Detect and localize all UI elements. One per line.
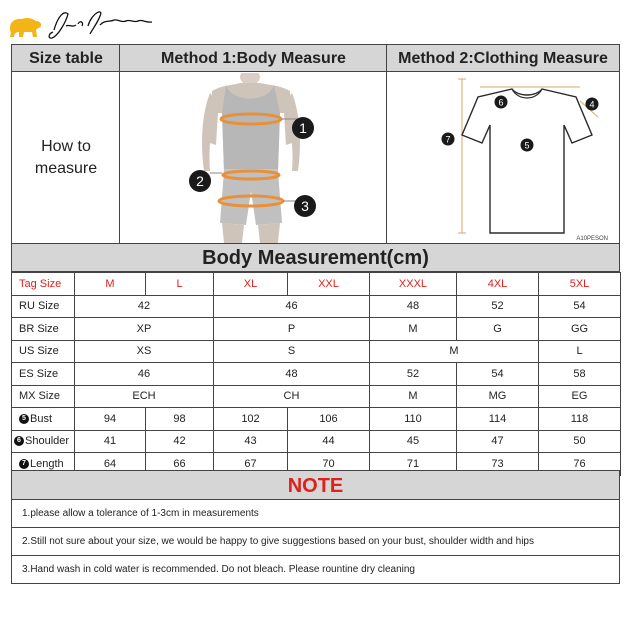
table-cell: 46 [214, 295, 370, 318]
marker-5-icon [520, 138, 534, 152]
table-row [12, 273, 621, 296]
row-label: MX Size [12, 385, 75, 408]
table-cell: 73 [457, 453, 539, 476]
note-item: 1.please allow a tolerance of 1-3cm in measurements [11, 500, 620, 528]
divider [386, 45, 387, 243]
svg-text:7: 7 [445, 134, 451, 145]
table-cell: 110 [370, 408, 457, 431]
note-heading: NOTE [11, 470, 620, 500]
table-cell: M [370, 385, 457, 408]
marker-7-icon: 7 [19, 459, 29, 469]
marker-5-icon: 5 [19, 414, 29, 424]
svg-text:1: 1 [299, 120, 307, 136]
table-row [12, 385, 621, 408]
table-row [12, 408, 621, 431]
table-title: Body Measurement(cm) [11, 244, 620, 272]
row-label: US Size [12, 340, 75, 363]
table-cell: 67 [214, 453, 288, 476]
table-cell: 64 [75, 453, 146, 476]
svg-text:2: 2 [196, 173, 204, 189]
table-cell: 71 [370, 453, 457, 476]
table-row [12, 295, 621, 318]
table-cell: M [370, 340, 539, 363]
table-cell: XS [75, 340, 214, 363]
table-cell: XXXL [370, 273, 457, 296]
table-cell: XL [214, 273, 288, 296]
marker-2-icon [188, 169, 212, 193]
table-cell: GG [539, 318, 621, 341]
table-cell: 66 [146, 453, 214, 476]
table-cell: 94 [75, 408, 146, 431]
shoulder-label: Shoulder [25, 435, 70, 448]
method1-heading: Method 1:Body Measure [120, 45, 387, 72]
table-cell: 98 [146, 408, 214, 431]
table-cell: XP [75, 318, 214, 341]
table-cell: CH [214, 385, 370, 408]
table-cell: 54 [457, 363, 539, 386]
table-cell: 54 [539, 295, 621, 318]
row-label [12, 408, 75, 431]
measure-guide-panel [11, 44, 620, 244]
table-cell: 44 [288, 430, 370, 453]
table-row [12, 318, 621, 341]
bust-label: Bust [30, 412, 53, 425]
marker-6-icon [494, 95, 508, 109]
body-measure-figure [182, 73, 342, 243]
svg-text:5: 5 [524, 140, 530, 151]
svg-text:4: 4 [589, 99, 595, 110]
marker-4-icon [585, 97, 599, 111]
table-cell: 106 [288, 408, 370, 431]
table-cell: M [370, 318, 457, 341]
table-cell: 42 [75, 295, 214, 318]
table-cell: 114 [457, 408, 539, 431]
table-cell: L [146, 273, 214, 296]
table-row [12, 430, 621, 453]
table-cell: 50 [539, 430, 621, 453]
table-cell: 46 [75, 363, 214, 386]
table-cell: 45 [370, 430, 457, 453]
table-cell: 4XL [457, 273, 539, 296]
method2-heading: Method 2:Clothing Measure [387, 45, 619, 72]
table-cell: 52 [370, 363, 457, 386]
table-cell: 52 [457, 295, 539, 318]
golden-bear-icon [6, 14, 44, 40]
how-to-measure-label: How to measure [34, 138, 98, 177]
marker-7-icon [441, 132, 455, 146]
table-row [12, 340, 621, 363]
table-cell: 58 [539, 363, 621, 386]
table-cell: 48 [370, 295, 457, 318]
signature-mark [44, 6, 164, 42]
shirt-caption: A10PESON [576, 236, 608, 242]
table-cell: P [214, 318, 370, 341]
table-cell: 43 [214, 430, 288, 453]
table-cell: 41 [75, 430, 146, 453]
brand-logo [4, 4, 164, 44]
table-cell: 47 [457, 430, 539, 453]
note-item: 2.Still not sure about your size, we would be happy to give suggestions based on your bust, shoulder width and hips [11, 528, 620, 556]
marker-3-icon [293, 194, 317, 218]
table-cell: G [457, 318, 539, 341]
table-row [12, 363, 621, 386]
size-chart-table [11, 272, 621, 476]
table-cell: MG [457, 385, 539, 408]
table-cell: EG [539, 385, 621, 408]
table-cell: 70 [288, 453, 370, 476]
row-label: ES Size [12, 363, 75, 386]
table-cell: 118 [539, 408, 621, 431]
table-cell: 76 [539, 453, 621, 476]
table-cell: 42 [146, 430, 214, 453]
row-label: RU Size [12, 295, 75, 318]
row-label [12, 430, 75, 453]
table-cell: M [75, 273, 146, 296]
row-label: Tag Size [12, 273, 75, 296]
table-cell: S [214, 340, 370, 363]
row-label: BR Size [12, 318, 75, 341]
svg-text:3: 3 [301, 198, 309, 214]
table-cell: 102 [214, 408, 288, 431]
table-cell: 48 [214, 363, 370, 386]
marker-1-icon [291, 116, 315, 140]
svg-text:6: 6 [498, 97, 504, 108]
note-item: 3.Hand wash in cold water is recommended. Do not bleach. Please rountine dry cleaning [11, 556, 620, 584]
length-label: Length [30, 457, 64, 470]
table-cell: 5XL [539, 273, 621, 296]
marker-6-icon: 6 [14, 436, 24, 446]
table-cell: ECH [75, 385, 214, 408]
table-cell: XXL [288, 273, 370, 296]
size-table-label: Size table [12, 45, 120, 72]
table-cell: L [539, 340, 621, 363]
